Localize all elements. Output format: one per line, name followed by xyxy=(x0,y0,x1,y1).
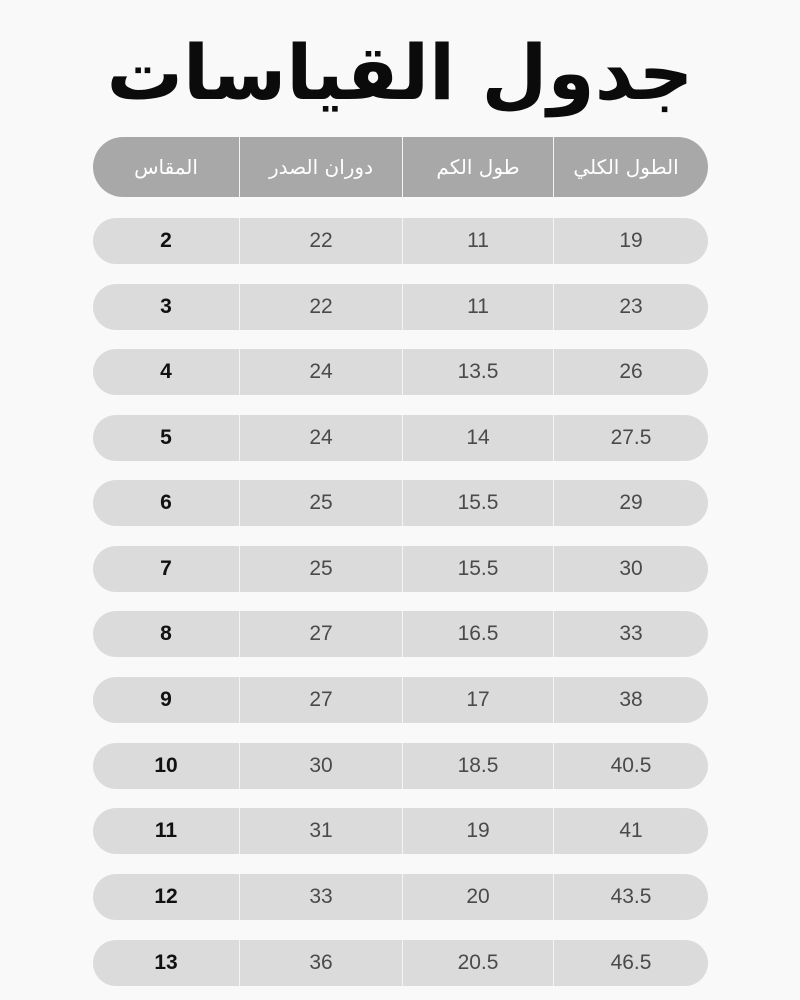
chest-cell: 25 xyxy=(239,546,402,592)
size-cell: 13 xyxy=(154,951,178,974)
table-row xyxy=(93,480,708,526)
table-header xyxy=(93,137,708,197)
total-length-cell: 38 xyxy=(553,677,708,723)
table-row xyxy=(93,808,708,854)
table-row xyxy=(93,415,708,461)
total-length-cell: 41 xyxy=(553,808,708,854)
page-title: جدول القياسات xyxy=(106,28,694,117)
total-length-cell: 40.5 xyxy=(553,743,708,789)
size-cell: 6 xyxy=(160,491,172,514)
total-length-cell: 30 xyxy=(553,546,708,592)
sleeve-cell: 20 xyxy=(402,874,553,920)
table-row xyxy=(93,677,708,723)
total-length-cell: 46.5 xyxy=(553,940,708,986)
table-row xyxy=(93,349,708,395)
table-row xyxy=(93,874,708,920)
size-cell: 2 xyxy=(160,229,172,252)
total-length-cell: 29 xyxy=(553,480,708,526)
total-length-cell: 33 xyxy=(553,611,708,657)
size-cell: 4 xyxy=(160,360,172,383)
sleeve-cell: 15.5 xyxy=(402,546,553,592)
chest-cell: 27 xyxy=(239,611,402,657)
header-chest: دوران الصدر xyxy=(239,137,402,197)
total-length-cell: 19 xyxy=(553,218,708,264)
table-row xyxy=(93,743,708,789)
chest-cell: 30 xyxy=(239,743,402,789)
header-sleeve: طول الكم xyxy=(402,137,553,197)
chest-cell: 24 xyxy=(239,349,402,395)
chest-cell: 33 xyxy=(239,874,402,920)
size-cell: 12 xyxy=(154,885,178,908)
size-cell: 9 xyxy=(160,688,172,711)
total-length-cell: 23 xyxy=(553,284,708,330)
table-row xyxy=(93,284,708,330)
size-cell: 7 xyxy=(160,557,172,580)
sleeve-cell: 18.5 xyxy=(402,743,553,789)
sleeve-cell: 14 xyxy=(402,415,553,461)
table-row xyxy=(93,546,708,592)
table-row xyxy=(93,611,708,657)
size-cell: 10 xyxy=(154,754,178,777)
total-length-cell: 27.5 xyxy=(553,415,708,461)
chest-cell: 36 xyxy=(239,940,402,986)
sleeve-cell: 11 xyxy=(402,284,553,330)
header-total-length: الطول الكلي xyxy=(553,137,708,197)
chest-cell: 31 xyxy=(239,808,402,854)
chest-cell: 24 xyxy=(239,415,402,461)
size-cell: 11 xyxy=(154,819,178,842)
sleeve-cell: 11 xyxy=(402,218,553,264)
sleeve-cell: 19 xyxy=(402,808,553,854)
chest-cell: 22 xyxy=(239,218,402,264)
table-row xyxy=(93,940,708,986)
header-size: المقاس xyxy=(134,155,198,179)
sleeve-cell: 20.5 xyxy=(402,940,553,986)
total-length-cell: 26 xyxy=(553,349,708,395)
chest-cell: 25 xyxy=(239,480,402,526)
total-length-cell: 43.5 xyxy=(553,874,708,920)
sleeve-cell: 13.5 xyxy=(402,349,553,395)
sleeve-cell: 16.5 xyxy=(402,611,553,657)
sleeve-cell: 15.5 xyxy=(402,480,553,526)
size-cell: 8 xyxy=(160,622,172,645)
sleeve-cell: 17 xyxy=(402,677,553,723)
size-cell: 3 xyxy=(160,295,172,318)
chest-cell: 27 xyxy=(239,677,402,723)
size-cell: 5 xyxy=(160,426,172,449)
chest-cell: 22 xyxy=(239,284,402,330)
table-row xyxy=(93,218,708,264)
